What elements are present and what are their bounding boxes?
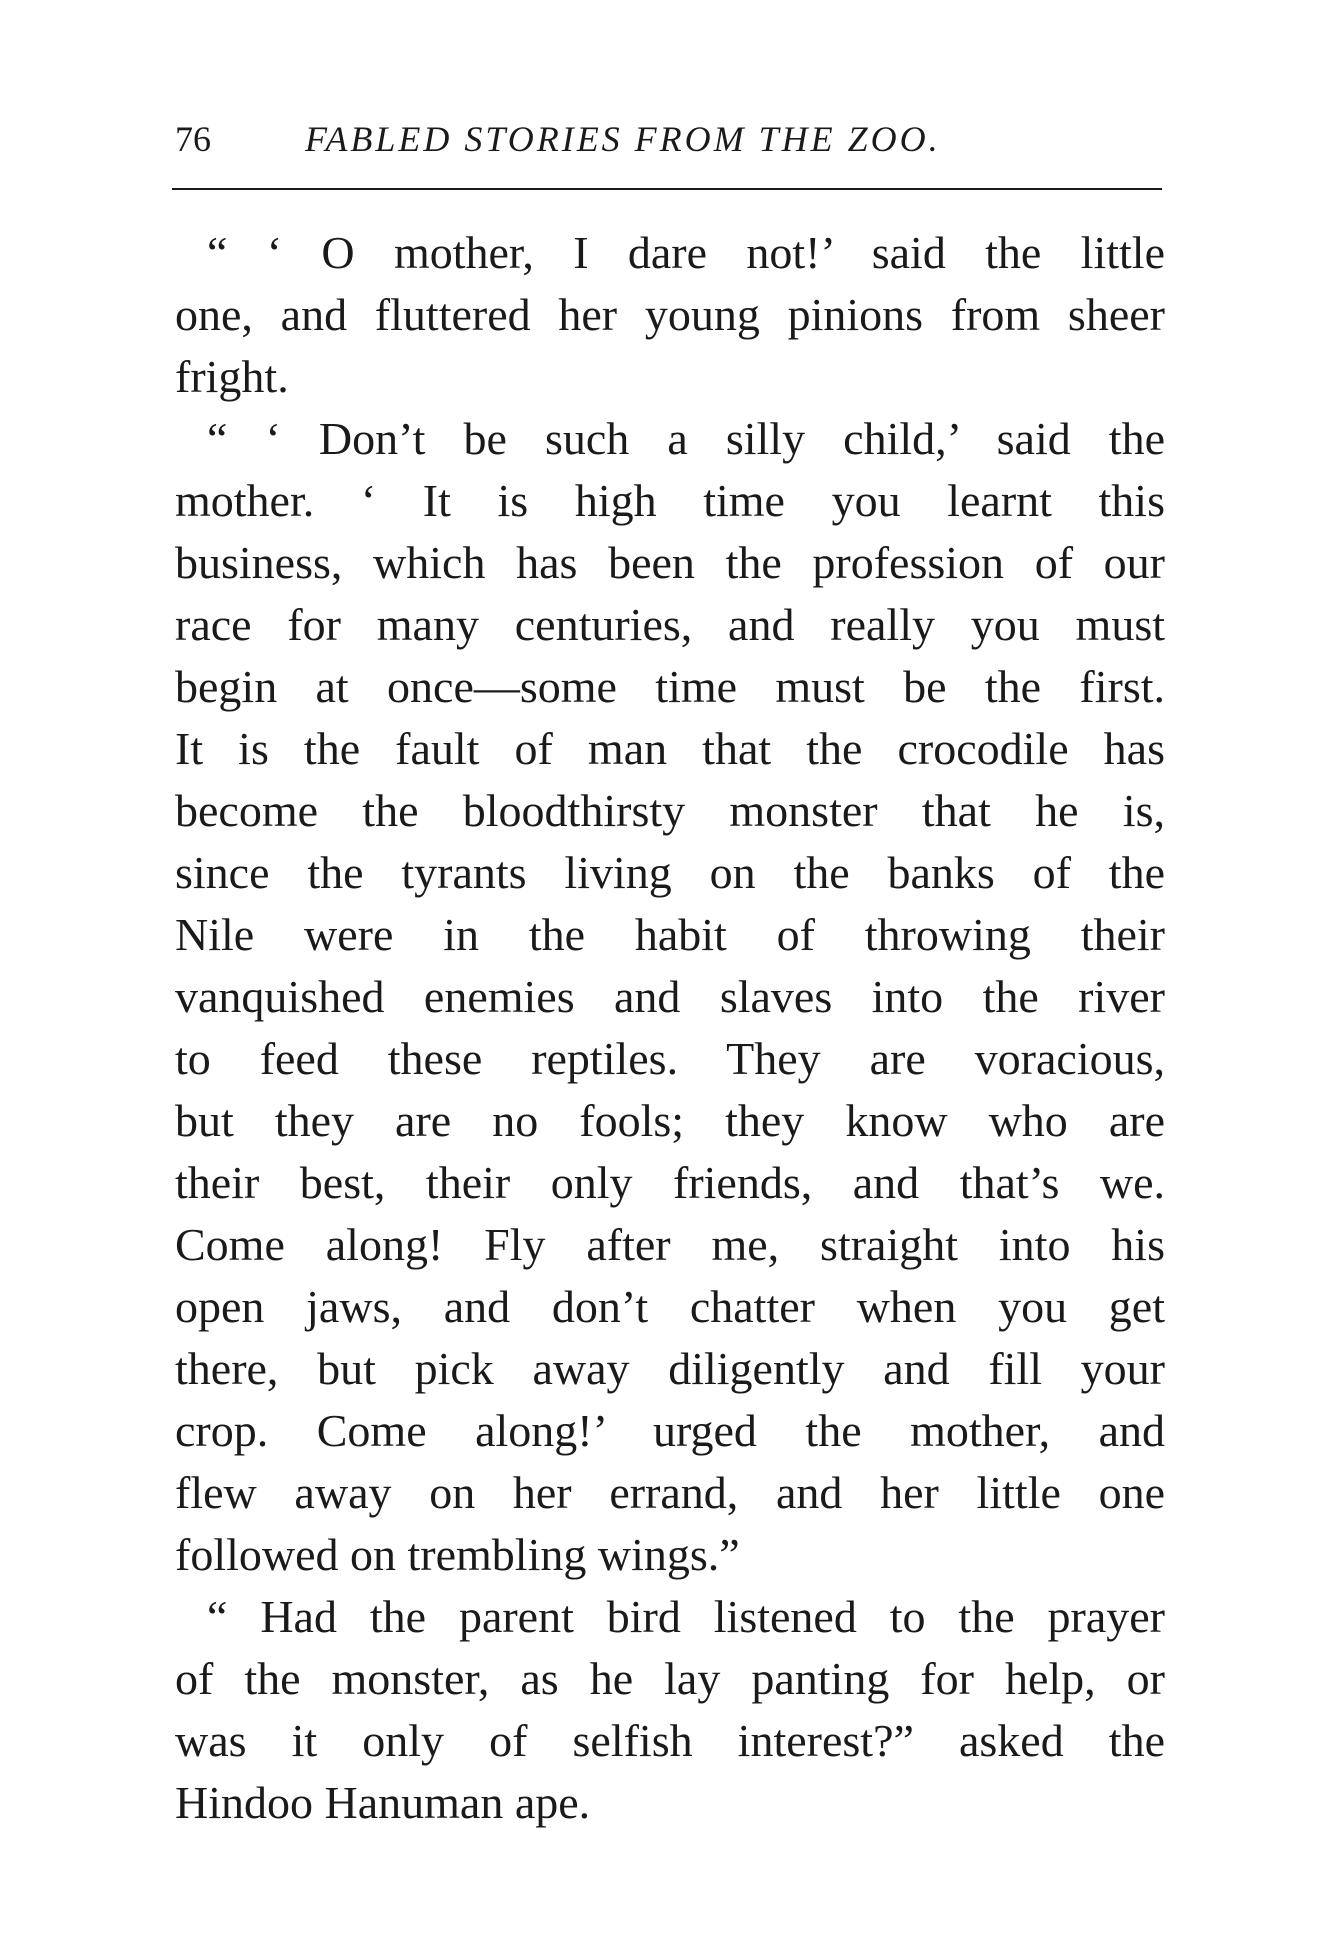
text-line: flew away on her errand, and her little one <box>175 1467 1165 1518</box>
text-line: “ ‘ Don’t be such a silly child,’ said the <box>207 413 1165 464</box>
body-text <box>175 222 1165 1834</box>
text-line: was it only of selfish interest?” asked the <box>175 1715 1165 1766</box>
text-line: Come along! Fly after me, straight into his <box>175 1219 1165 1270</box>
text-line: business, which has been the profession of our <box>175 537 1165 588</box>
text-line: their best, their only friends, and that’s we. <box>175 1157 1165 1208</box>
text-line: “ ‘ O mother, I dare not!’ said the little <box>207 227 1165 278</box>
header-rule <box>172 188 1162 190</box>
text-line: there, but pick away diligently and fill your <box>175 1343 1165 1394</box>
running-title: FABLED STORIES FROM THE ZOO. <box>305 119 941 159</box>
text-line: but they are no fools; they know who are <box>175 1095 1165 1146</box>
text-line: followed on trembling wings.” <box>175 1529 740 1580</box>
page-number: 76 <box>175 119 211 159</box>
text-line: one, and fluttered her young pinions from sheer <box>175 289 1165 340</box>
text-line: crop. Come along!’ urged the mother, and <box>175 1405 1165 1456</box>
text-line: since the tyrants living on the banks of the <box>175 847 1165 898</box>
text-line: begin at once—some time must be the first. <box>175 661 1165 712</box>
text-line: mother. ‘ It is high time you learnt this <box>175 475 1165 526</box>
text-line: “ Had the parent bird listened to the prayer <box>207 1591 1165 1642</box>
page-header <box>175 118 1165 178</box>
text-line: Nile were in the habit of throwing their <box>175 909 1165 960</box>
text-line: of the monster, as he lay panting for help, or <box>175 1653 1165 1704</box>
text-line: Hindoo Hanuman ape. <box>175 1777 591 1828</box>
text-line: open jaws, and don’t chatter when you get <box>175 1281 1165 1332</box>
text-line: vanquished enemies and slaves into the river <box>175 971 1165 1022</box>
text-line: It is the fault of man that the crocodile has <box>175 723 1165 774</box>
text-line: to feed these reptiles. They are voracious, <box>175 1033 1165 1084</box>
text-line: fright. <box>175 351 289 402</box>
text-line: race for many centuries, and really you must <box>175 599 1165 650</box>
text-line: become the bloodthirsty monster that he is, <box>175 785 1165 836</box>
